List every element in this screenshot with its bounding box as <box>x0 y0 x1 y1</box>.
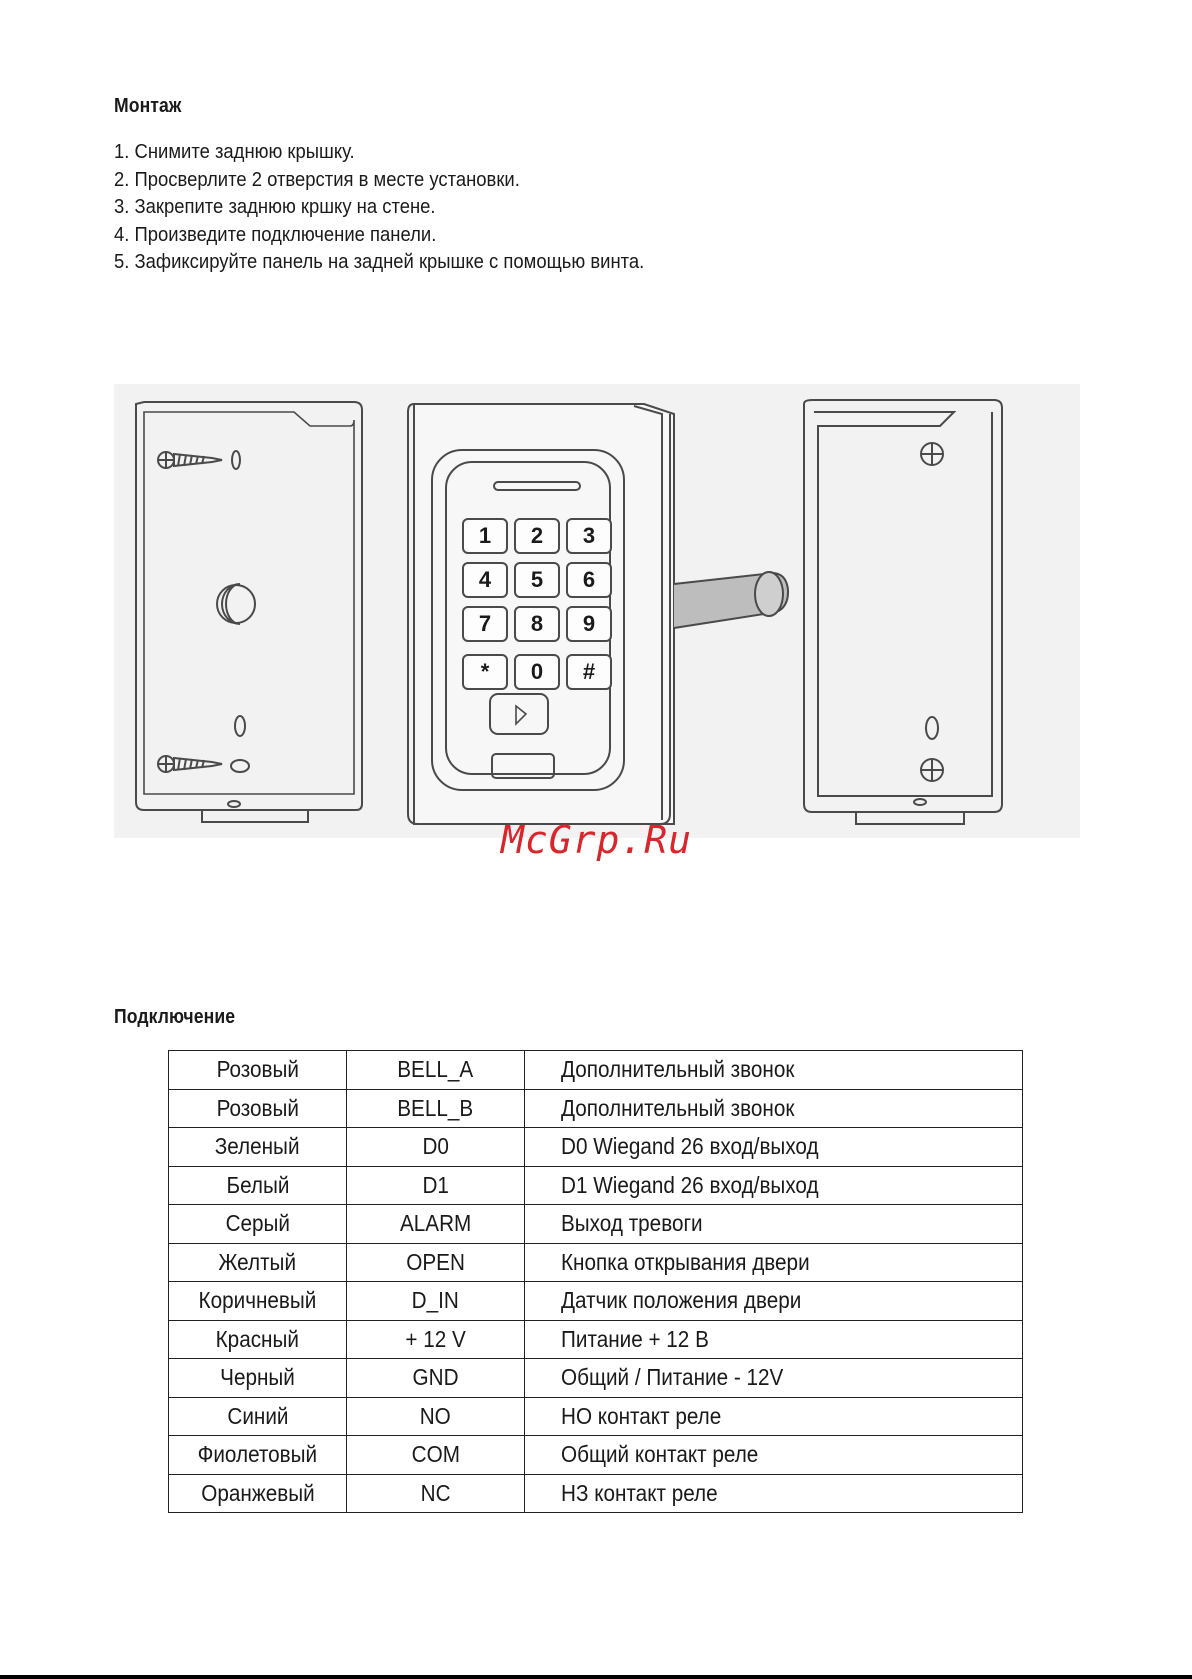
wire-color-cell <box>169 1320 347 1359</box>
signal-code-cell-text: NO <box>419 1402 452 1429</box>
table-row <box>169 1243 1023 1282</box>
description-cell <box>525 1359 1023 1398</box>
wire-color-cell <box>169 1436 347 1475</box>
signal-code-cell <box>347 1320 525 1359</box>
mount-step: 1. Снимите заднюю крышку. <box>114 140 355 163</box>
key-button: 0 <box>514 654 560 690</box>
wire-color-cell-text: Красный <box>215 1325 300 1352</box>
signal-code-cell-text: D0 <box>422 1133 449 1160</box>
description-cell-text: Дополнительный звонок <box>561 1056 795 1083</box>
description-cell <box>525 1474 1023 1513</box>
description-cell-text: Выход тревоги <box>561 1210 703 1237</box>
wire-color-cell-text: Оранжевый <box>200 1479 315 1506</box>
signal-code-cell-text: D1 <box>422 1171 449 1198</box>
wire-color-cell <box>169 1166 347 1205</box>
description-cell <box>525 1397 1023 1436</box>
key-button: 7 <box>462 606 508 642</box>
signal-code-cell-text: + 12 V <box>405 1325 466 1352</box>
wire-color-cell-text: Желтый <box>218 1248 297 1275</box>
table-row <box>169 1205 1023 1244</box>
description-cell <box>525 1089 1023 1128</box>
signal-code-cell-text: NC <box>420 1479 451 1506</box>
wire-color-cell-text: Серый <box>225 1210 290 1237</box>
description-cell <box>525 1166 1023 1205</box>
mount-step: 4. Произведите подключение панели. <box>114 222 437 246</box>
wire-color-cell-text: Коричневый <box>198 1287 317 1314</box>
signal-code-cell <box>347 1474 525 1513</box>
signal-code-cell <box>347 1397 525 1436</box>
wire-color-cell <box>169 1397 347 1436</box>
signal-code-cell <box>347 1243 525 1282</box>
connection-table <box>168 1050 1023 1513</box>
table-row <box>169 1474 1023 1513</box>
wire-color-cell-text: Синий <box>226 1402 289 1429</box>
signal-code-cell-text: ALARM <box>399 1210 472 1237</box>
signal-code-cell <box>347 1282 525 1321</box>
description-cell-text: Кнопка открывания двери <box>561 1248 810 1275</box>
description-cell <box>525 1128 1023 1167</box>
key-button: 6 <box>566 562 612 598</box>
wire-color-cell-text: Зеленый <box>215 1133 300 1160</box>
description-cell <box>525 1051 1023 1090</box>
description-cell-text: Датчик положения двери <box>561 1287 802 1314</box>
signal-code-cell <box>347 1089 525 1128</box>
signal-code-cell <box>347 1205 525 1244</box>
key-button: 8 <box>514 606 560 642</box>
signal-code-cell <box>347 1359 525 1398</box>
table-row <box>169 1128 1023 1167</box>
signal-code-cell <box>347 1166 525 1205</box>
key-button: 3 <box>566 518 612 554</box>
mount-section-title: Монтаж <box>114 95 182 117</box>
back-cover-right <box>804 400 1002 824</box>
signal-code-cell-text: BELL_B <box>397 1094 474 1121</box>
keypad-keys <box>462 518 622 698</box>
signal-code-cell-text: GND <box>412 1364 459 1391</box>
key-button: * <box>462 654 508 690</box>
wire-color-cell <box>169 1474 347 1513</box>
table-row <box>169 1282 1023 1321</box>
back-cover-left <box>136 402 362 822</box>
installation-illustration <box>114 384 1080 838</box>
screw-top <box>158 452 222 468</box>
table-row <box>169 1166 1023 1205</box>
page-bottom-rule <box>0 1675 1192 1679</box>
wire-color-cell <box>169 1051 347 1090</box>
key-button: 1 <box>462 518 508 554</box>
description-cell <box>525 1320 1023 1359</box>
description-cell-text: D1 Wiegand 26 вход/выход <box>561 1171 819 1198</box>
signal-code-cell-text: COM <box>411 1441 460 1468</box>
mount-step: 2. Просверлите 2 отверстия в месте установки. <box>114 167 520 191</box>
wire-color-cell-text: Розовый <box>216 1056 299 1083</box>
description-cell <box>525 1205 1023 1244</box>
table-row <box>169 1436 1023 1475</box>
wire-color-cell <box>169 1089 347 1128</box>
signal-code-cell-text: OPEN <box>406 1248 465 1275</box>
wire-color-cell <box>169 1243 347 1282</box>
table-row <box>169 1397 1023 1436</box>
description-cell-text: Питание + 12 В <box>561 1325 709 1352</box>
description-cell-text: Общий / Питание - 12V <box>561 1364 784 1391</box>
mount-step: 5. Зафиксируйте панель на задней крышке с помощью винта. <box>114 250 645 273</box>
table-row <box>169 1320 1023 1359</box>
key-button: 9 <box>566 606 612 642</box>
signal-code-cell <box>347 1436 525 1475</box>
watermark: McGrp.Ru <box>501 818 693 862</box>
description-cell <box>525 1282 1023 1321</box>
signal-code-cell-text: BELL_A <box>397 1056 474 1083</box>
wire-color-cell-text: Черный <box>220 1364 295 1391</box>
description-cell <box>525 1243 1023 1282</box>
wire-color-cell-text: Фиолетовый <box>197 1441 318 1468</box>
description-cell <box>525 1436 1023 1475</box>
wire-color-cell <box>169 1282 347 1321</box>
signal-code-cell <box>347 1128 525 1167</box>
table-row <box>169 1089 1023 1128</box>
wire-color-cell-text: Белый <box>226 1171 289 1198</box>
table-row <box>169 1359 1023 1398</box>
connection-section-title: Подключение <box>114 1006 236 1028</box>
wire-color-cell <box>169 1205 347 1244</box>
wire-color-cell <box>169 1128 347 1167</box>
wire-color-cell <box>169 1359 347 1398</box>
wire-color-cell-text: Розовый <box>216 1094 299 1121</box>
table-row <box>169 1051 1023 1090</box>
description-cell-text: НО контакт реле <box>561 1402 722 1429</box>
description-cell-text: Дополнительный звонок <box>561 1094 795 1121</box>
description-cell-text: Общий контакт реле <box>561 1441 759 1468</box>
mount-steps-list <box>114 138 703 276</box>
key-button: 5 <box>514 562 560 598</box>
key-button: # <box>566 654 612 690</box>
key-button: 2 <box>514 518 560 554</box>
key-button: 4 <box>462 562 508 598</box>
signal-code-cell <box>347 1051 525 1090</box>
signal-code-cell-text: D_IN <box>411 1287 460 1314</box>
description-cell-text: D0 Wiegand 26 вход/выход <box>561 1133 819 1160</box>
mount-step: 3. Закрепите заднюю кршку на стене. <box>114 195 436 218</box>
description-cell-text: НЗ контакт реле <box>561 1479 718 1506</box>
screw-bottom <box>158 756 222 772</box>
